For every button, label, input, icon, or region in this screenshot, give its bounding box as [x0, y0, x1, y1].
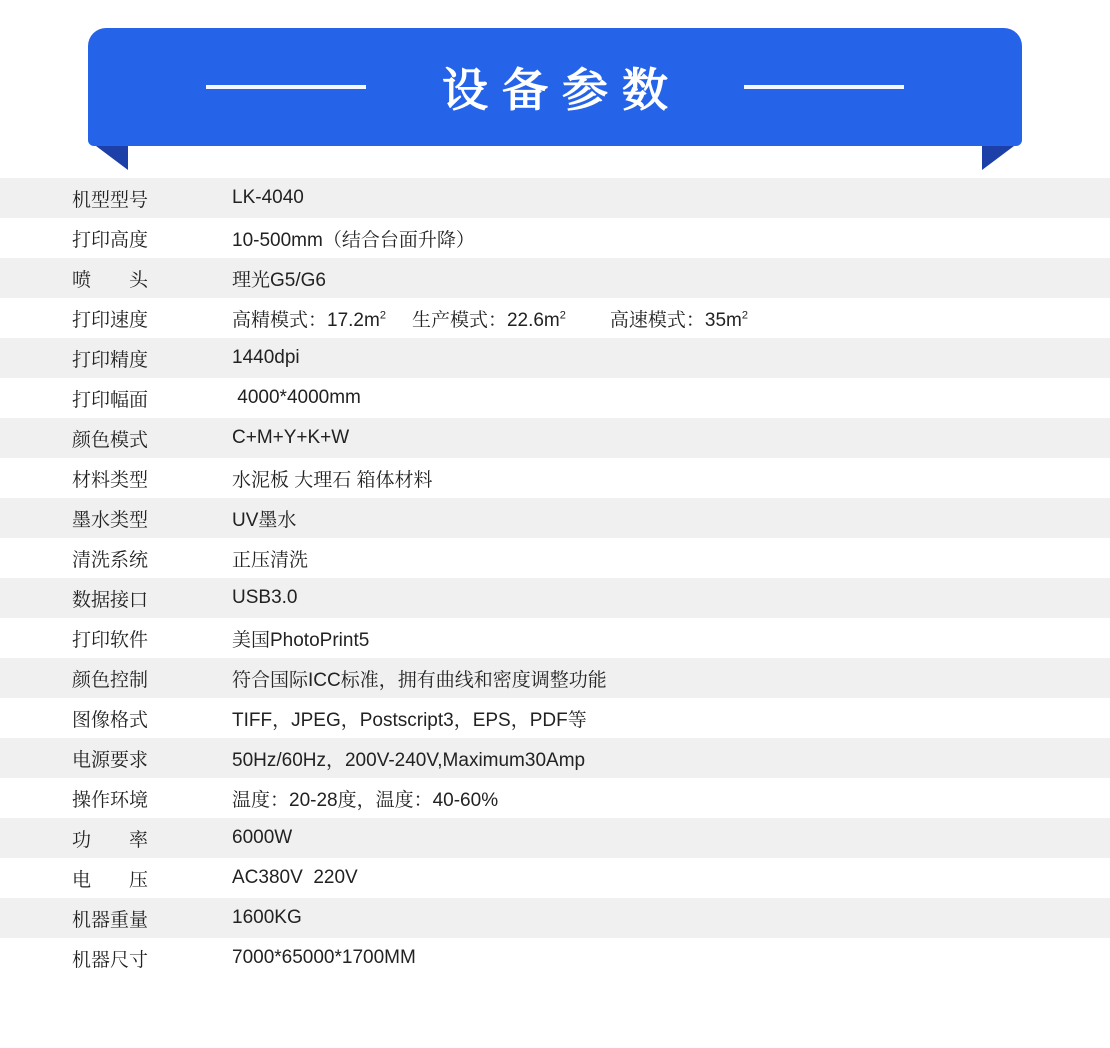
banner-rule-left [206, 85, 366, 89]
table-row [0, 378, 1110, 418]
spec-label: 打印软件 [72, 629, 149, 651]
spec-label: 操作环境 [72, 789, 149, 811]
spec-label: 数据接口 [72, 589, 149, 611]
spec-label: 机器尺寸 [72, 949, 149, 971]
spec-label: 电源要求 [72, 749, 149, 771]
spec-label: 打印速度 [72, 309, 149, 331]
table-row [0, 578, 1110, 618]
table-row [0, 858, 1110, 898]
banner [88, 28, 1022, 146]
table-row [0, 898, 1110, 938]
spec-label: 墨水类型 [72, 509, 149, 531]
table-row [0, 258, 1110, 298]
page-title: 设备参数 [442, 64, 682, 116]
spec-value-part: 生产模式：$22.6m^2$ [411, 309, 566, 331]
spec-label: 打印精度 [72, 349, 149, 371]
spec-value: 正压清洗 [232, 549, 309, 571]
table-row [0, 498, 1110, 538]
spec-value: 10-500mm（结合台面升降） [232, 229, 475, 251]
table-row [0, 618, 1110, 658]
spec-value: 7000*65000*1700MM [232, 947, 416, 968]
table-row [0, 418, 1110, 458]
table-row [0, 738, 1110, 778]
table-row [0, 698, 1110, 738]
spec-label: 图像格式 [72, 709, 149, 731]
spec-value: 1600KG [232, 907, 302, 928]
table-row [0, 938, 1110, 978]
spec-value: TIFF，JPEG，Postscript3，EPS，PDF等 [232, 709, 587, 731]
spec-value: UV墨水 [232, 509, 297, 531]
spec-value: 4000*4000mm [232, 387, 361, 408]
spec-value: 美国PhotoPrint5 [232, 629, 370, 651]
spec-value: 水泥板 大理石 箱体材料 [232, 469, 433, 491]
spec-label: 机器重量 [72, 909, 149, 931]
spec-value: 6000W [232, 827, 293, 848]
table-row [0, 658, 1110, 698]
banner-section [0, 0, 1110, 170]
spec-value: 温度：20-28度，温度：40-60% [232, 789, 499, 811]
spec-value: AC380V 220V [232, 867, 358, 888]
table-row [0, 778, 1110, 818]
spec-value: LK-4040 [232, 187, 304, 208]
spec-value: 符合国际ICC标准，拥有曲线和密度调整功能 [232, 669, 607, 691]
spec-value [230, 298, 1110, 338]
table-row [0, 338, 1110, 378]
table-row [0, 298, 1110, 338]
spec-value: 50Hz/60Hz，200V-240V,Maximum30Amp [232, 749, 586, 771]
spec-label: 喷 头 [72, 269, 149, 291]
table-row [0, 818, 1110, 858]
spec-label: 颜色控制 [72, 669, 149, 691]
table-row [0, 178, 1110, 218]
table-row [0, 218, 1110, 258]
spec-label: 颜色模式 [72, 429, 149, 451]
spec-label: 打印高度 [72, 229, 149, 251]
spec-label: 机型型号 [72, 189, 149, 211]
spec-label: 清洗系统 [72, 549, 149, 571]
spec-value: 理光G5/G6 [232, 269, 326, 291]
spec-label: 材料类型 [72, 469, 149, 491]
spec-value: USB3.0 [232, 587, 298, 608]
spec-label: 打印幅面 [72, 389, 149, 411]
spec-table [0, 178, 1110, 978]
spec-label: 功 率 [72, 829, 149, 851]
spec-label: 电 压 [72, 869, 149, 891]
table-row [0, 538, 1110, 578]
table-row [0, 458, 1110, 498]
banner-rule-right [744, 85, 904, 89]
spec-value: 1440dpi [232, 347, 300, 368]
spec-value-part: 高速模式：$35m^2$ [609, 309, 748, 331]
spec-value-part: 高精模式：$17.2m^2$ [232, 309, 386, 331]
spec-value: C+M+Y+K+W [232, 427, 350, 448]
